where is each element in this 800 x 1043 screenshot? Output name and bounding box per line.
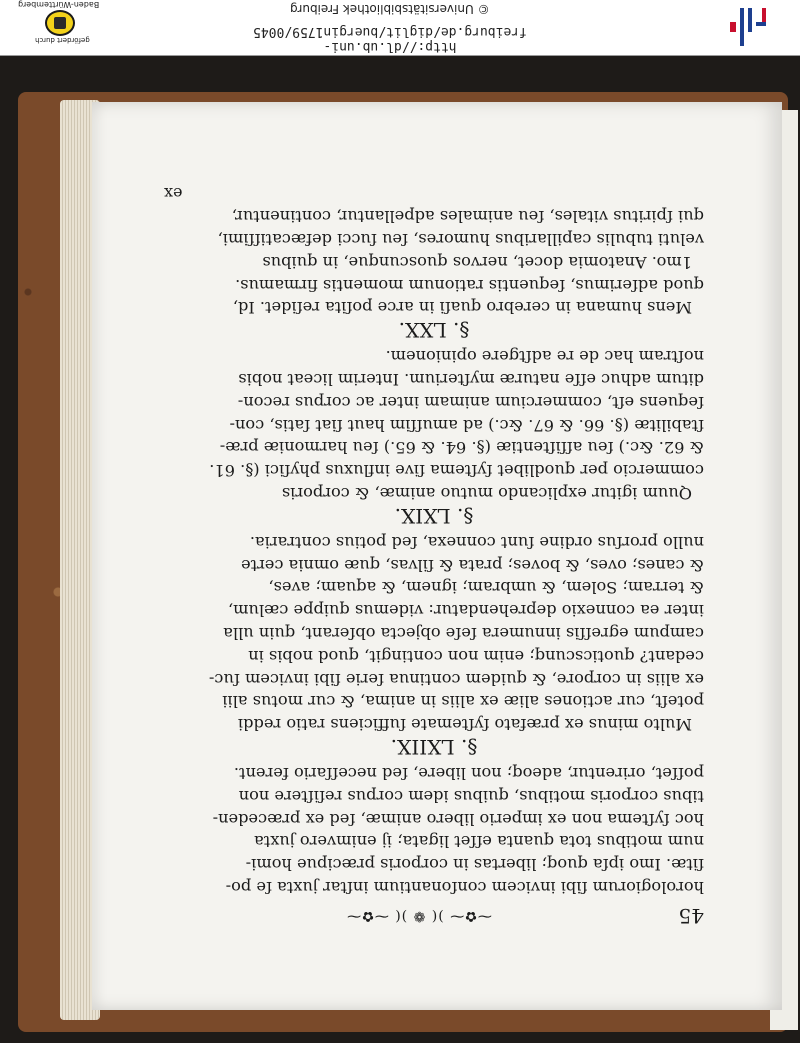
text-line: nullo prorſus ordine ſunt connexa, ſed potius contraria.	[249, 532, 704, 552]
page-text-rotated	[92, 102, 782, 1010]
text-line: qui ſpiritus vitales, ſeu animales adpellantur, continentur,	[231, 207, 704, 227]
text-line: inter ea connexio deprehendatur: videmus quippe cælum,	[227, 601, 704, 621]
text-line: num motibus tota quanta eſſet ligata; ij enimvero juxta	[254, 832, 704, 852]
funder-name: Baden-Württemberg	[18, 0, 100, 9]
book-page	[92, 102, 782, 1010]
running-head	[164, 898, 704, 928]
text-line: ſitæ. Imo ipſa quoq; libertas in corporis præcipue homi-	[245, 855, 704, 875]
ub-freiburg-logo-icon[interactable]	[728, 4, 770, 48]
text-line: tibus corporis motibus, quibus idem corpus reſiſtere non	[238, 786, 704, 806]
text-line: cedant? quoticscunq; enim non contingit, quod nobis in	[248, 646, 704, 666]
text-line: poſſet, orirentur, adeoq; non libere, ſed neceſſario ferent.	[233, 764, 704, 784]
text-line: & canes; oves, & boves; prata & ſilvas, quæ omnia certe	[240, 555, 704, 575]
header-bar	[0, 0, 800, 56]
text-line: Quum igitur explicando mutuo animæ, & corporis	[281, 484, 692, 504]
section-heading: §. LXIX.	[394, 504, 474, 529]
text-line: Mens humana in cerebro quaſi in arce poſita reſidet. Id,	[232, 298, 692, 318]
text-line: veluti tubulis capillaribus humores, ſeu ſucci defæcatiſſimi,	[217, 230, 704, 250]
funder-sub: gefördert durch	[34, 36, 90, 44]
page-url[interactable]: http://dl.ub.uni-freiburg.de/diglit/buergin1759/0045	[253, 24, 527, 54]
text-line: ex aliis in corpore, & quidem continua ſerie ſibi invicem ſuc-	[208, 669, 704, 689]
text-line: horologiorum ſibi invicem conſonantium inſtar juxta ſe po-	[225, 878, 704, 897]
text-line: & 62. &c.) ſeu aſſiſtentiæ (§. 64. & 65.) ſeu harmoniæ præ-	[219, 438, 704, 458]
text-line: ditum adhuc eſſe naturæ myſterium. Interim liceat nobis	[238, 370, 704, 390]
text-line: ſtabilitæ (§. 66. & 67. &c.) ad amuſſim haut ſiat ſatis, con-	[229, 415, 704, 435]
text-line: Multo minus ex præfato ſyſtemate ſufficiens ratio reddi	[237, 715, 692, 735]
section-heading: §. LXIIX.	[390, 735, 478, 760]
text-line: hoc ſyſtema non ex imperio libero animæ, ſed ex præceden-	[212, 809, 704, 829]
funder-logo-area[interactable]	[0, 0, 120, 55]
section-heading: §. LXX.	[398, 318, 470, 343]
text-line: ſequens eſt, commercium animam inter ac corpus recon-	[237, 392, 704, 412]
text-line: poteſt, cur actiones aliæ ex aliis in anima, & cur motus alii	[222, 692, 704, 712]
baden-wuerttemberg-logo-icon	[45, 10, 75, 36]
text-line: & terram; Solem, & umbram; ignem, & aquam; aves,	[268, 578, 704, 598]
page-number: 45	[678, 904, 704, 928]
ornament-icon: ⁓✿⁓ )( ❁ )( ⁓✿⁓	[346, 908, 492, 924]
text-line: 1mo. Anatomia docet, nervos quoscunque, in quibus	[262, 252, 692, 272]
text-line: campum egreſſis innumera ſeſe objecta obſerant, quin ulla	[223, 624, 704, 644]
copyright-text: © Universitätsbibliothek Freiburg	[290, 2, 490, 16]
catchword: ex	[164, 184, 183, 204]
text-line: commercio per quodlibet ſyſtema ſive influxus phyſici (§. 61.	[209, 461, 704, 481]
text-line: noſtram hac de re adſtgere opinionem.	[385, 347, 704, 367]
text-line: quod adſerimus, ſequentis rationum momentis firmamus.	[235, 275, 704, 295]
